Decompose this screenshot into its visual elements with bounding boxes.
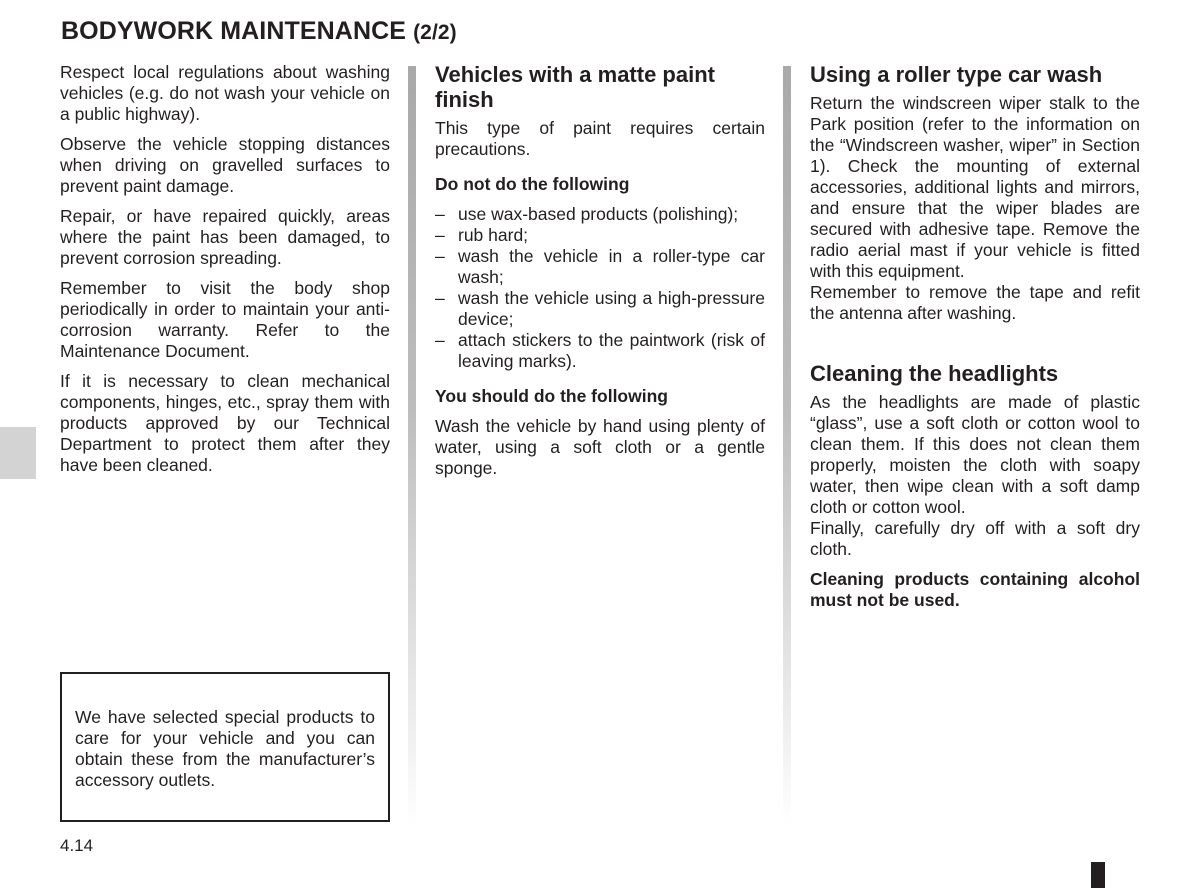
list-item: – attach stickers to the paintwork (risk of leaving marks).: [435, 330, 765, 372]
paragraph-stopping-distances: Observe the vehicle stopping distances when driving on gravelled surfaces to prevent paint damage.: [60, 134, 390, 196]
products-notice-text: We have selected special products to care for your vehicle and you can obtain these from the manufacturer’s accessory outlets.: [75, 707, 375, 790]
cleaning-headlights-text: As the headlights are made of plastic “glass”, use a soft cloth or cotton wool to clean them. If this does not clean them properly, moisten the cloth with soapy water, then wipe clean with a soft damp cloth or cotton wool.: [810, 392, 1140, 517]
do-not-heading: Do not do the following: [435, 174, 630, 194]
column-left: [60, 62, 390, 485]
roller-car-wash-text-2: Remember to remove the tape and refit the antenna after washing.: [810, 282, 1140, 323]
paragraph-washing-regulations: Respect local regulations about washing vehicles (e.g. do not wash your vehicle on a public highway).: [60, 62, 390, 124]
page-number: 4.14: [60, 836, 94, 855]
alcohol-warning: Cleaning products containing alcohol must not be used.: [810, 569, 1140, 610]
roller-car-wash-text: Return the windscreen wiper stalk to the Park position (refer to the information on the “Windscreen washer, wiper” in Section 1). Check the mounting of external accessories, additional lights and mirrors, and ensure that the wiper blades are secured with adhesive tape. Remove the radio aerial mast if your vehicle is fitted with this equipment.: [810, 93, 1140, 281]
column-middle: [435, 62, 765, 488]
section-spacer: [810, 333, 1140, 361]
paragraph-body-shop: Remember to visit the body shop periodically in order to maintain your anti-corrosion warranty. Refer to the Maintenance Document.: [60, 278, 390, 361]
list-item: – rub hard;: [435, 225, 765, 246]
list-item: – wash the vehicle in a roller-type car wash;: [435, 246, 765, 288]
page-title-text: BODYWORK MAINTENANCE: [61, 17, 407, 45]
do-not-list: [435, 204, 765, 372]
page-title: [61, 17, 457, 46]
roller-car-wash-heading: Using a roller type car wash: [810, 62, 1103, 87]
matte-paint-intro: This type of paint requires certain precautions.: [435, 118, 765, 159]
cleaning-headlights-heading: Cleaning the headlights: [810, 361, 1059, 386]
products-notice-box: [60, 672, 390, 822]
column-divider-right: [783, 66, 791, 826]
column-right: [810, 62, 1140, 620]
page-title-part: (2/2): [413, 21, 457, 44]
cleaning-headlights-text-2: Finally, carefully dry off with a soft dry cloth.: [810, 518, 1140, 559]
paragraph-paint-repair: Repair, or have repaired quickly, areas where the paint has been damaged, to prevent corrosion spreading.: [60, 206, 390, 268]
column-divider-left: [408, 66, 416, 826]
should-do-heading: You should do the following: [435, 386, 668, 406]
page-edge-mark: [1091, 862, 1105, 888]
list-item: – wash the vehicle using a high-pressure device;: [435, 288, 765, 330]
should-do-text: Wash the vehicle by hand using plenty of water, using a soft cloth or a gentle sponge.: [435, 416, 765, 478]
paragraph-mechanical-components: If it is necessary to clean mechanical components, hinges, etc., spray them with products approved by our Technical Department to protect them after they have been cleaned.: [60, 371, 390, 475]
section-thumb-tab: [0, 427, 36, 479]
list-item: – use wax-based products (polishing);: [435, 204, 765, 225]
matte-paint-heading: Vehicles with a matte paint finish: [435, 62, 715, 112]
